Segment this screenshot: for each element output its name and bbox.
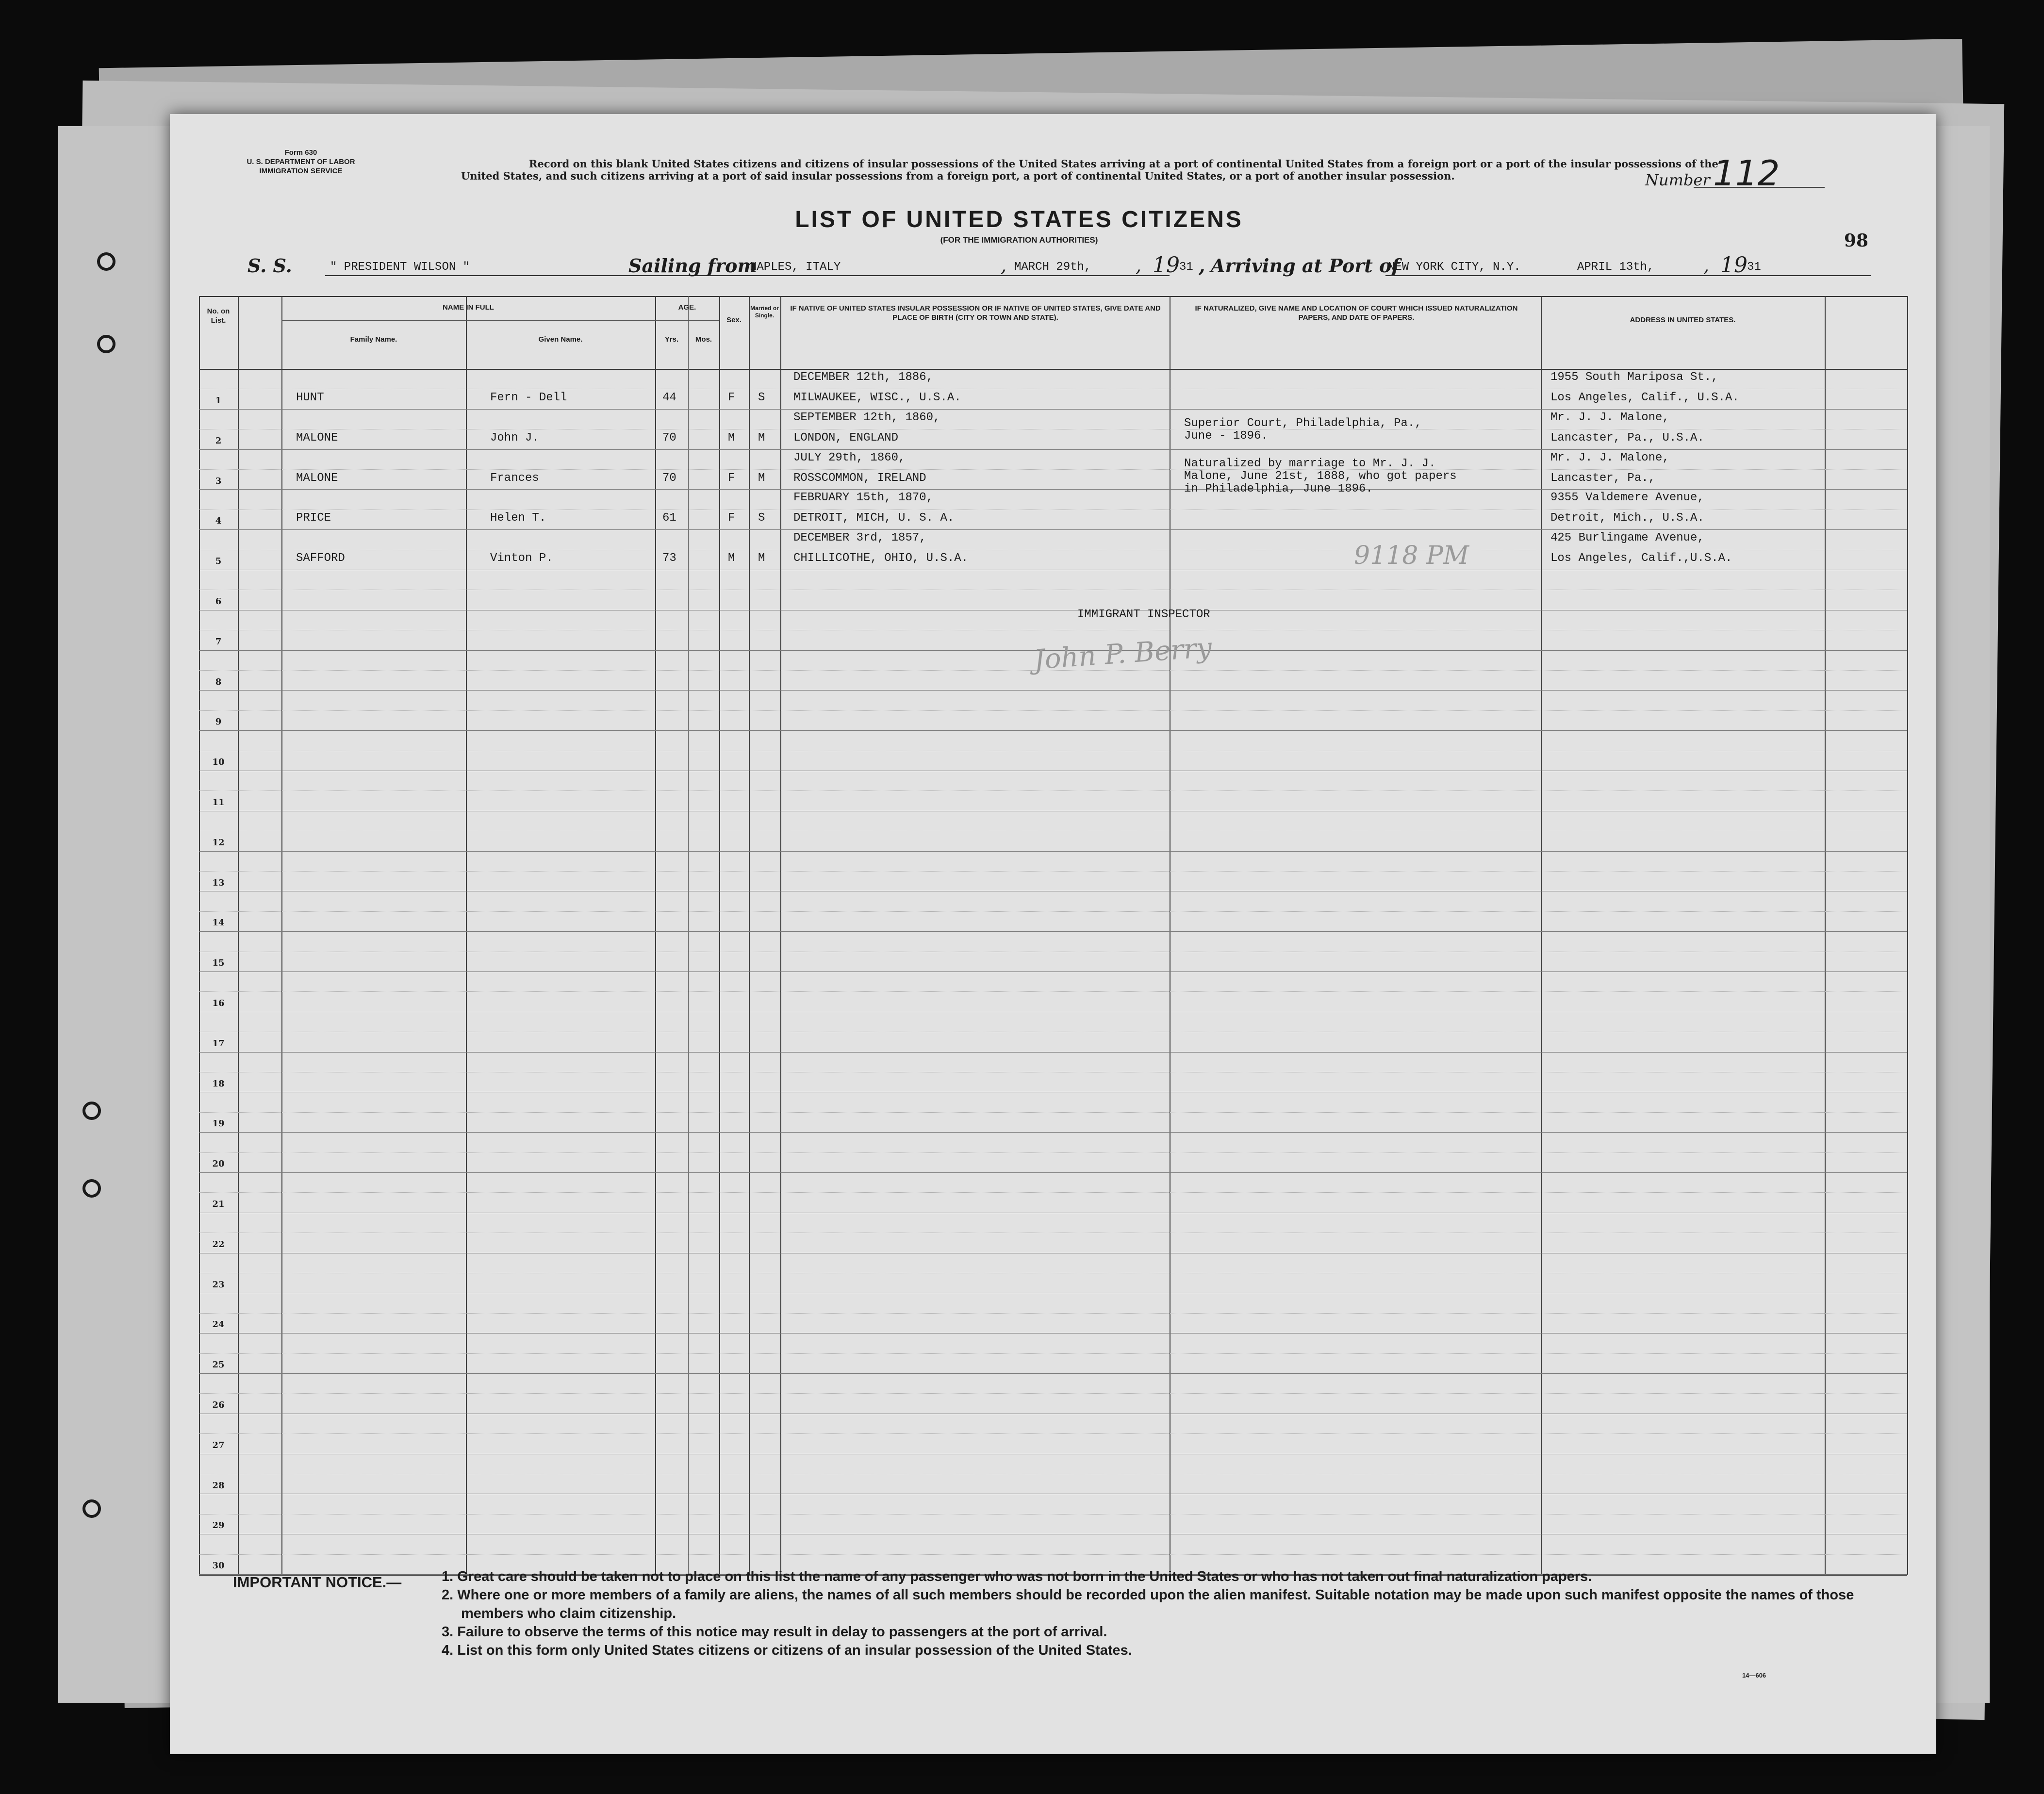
address-line-1: 1955 South Mariposa St., [1550,371,1718,384]
row-number: 14 [212,918,225,928]
birth-place-cell: MILWAUKEE, WISC., U.S.A. [793,391,961,404]
naturalization-line-1: Superior Court, Philadelphia, Pa., [1184,416,1422,430]
row-subrule [199,1152,1907,1153]
arrival-year: 31 [1747,261,1761,274]
address-line-2: Los Angeles, Calif.,U.S.A. [1550,552,1732,565]
arriving-label: Arriving at Port of [1211,255,1400,277]
birth-place-cell: DETROIT, MICH, U. S. A. [793,511,955,525]
row-number: 7 [215,636,222,647]
address-line-2: Lancaster, Pa., [1550,471,1656,485]
column-naturalization: IF NATURALIZED, GIVE NAME AND LOCATION OF COURT WHICH ISSUED NATURALIZATION PAPERS, AND DATE OF PAPERS. [1195,304,1518,322]
sex-cell: F [728,471,735,485]
row-number: 2 [215,435,222,446]
row-number: 27 [212,1440,225,1450]
birth-date-cell: DECEMBER 3rd, 1857, [793,531,926,545]
row-rule [199,1052,1907,1053]
arrival-port: NEW YORK CITY, N.Y. [1388,261,1521,274]
age-years-cell: 44 [662,391,676,404]
birth-place-cell: ROSSCOMMON, IRELAND [793,471,926,485]
row-number: 9 [215,717,222,727]
row-subrule [199,1554,1907,1555]
binder-hole [82,1179,101,1198]
sheet-number: 98 [1844,230,1869,251]
marital-status-cell: M [758,471,765,485]
form-identification [218,148,383,176]
row-rule [199,730,1907,731]
naturalization-line-2: Malone, June 21st, 1888, who got papers [1184,469,1457,483]
column-no-on-list: No. on List. [207,307,230,325]
binder-hole [97,335,115,353]
row-subrule [199,469,1907,470]
row-subrule [199,1192,1907,1193]
address-line-1: Mr. J. J. Malone, [1550,411,1669,424]
birth-date-cell: DECEMBER 12th, 1886, [793,371,934,384]
binder-hole [82,1102,101,1120]
sailing-date: MARCH 29th, [1014,261,1091,274]
ss-label: S. S. [247,255,292,277]
birth-date-cell: FEBRUARY 15th, 1870, [793,491,934,505]
notice-title: IMPORTANT NOTICE.— [233,1574,402,1591]
row-subrule [199,1313,1907,1314]
column-age-years: Yrs. [664,335,679,344]
sex-cell: F [728,391,735,404]
given-name-cell: Fern - Dell [490,391,567,404]
row-rule [199,529,1907,530]
ship-name: " PRESIDENT WILSON " [330,261,470,274]
service-name: IMMIGRATION SERVICE [259,167,343,175]
notice-item: 3. Failure to observe the terms of this notice may result in delay to passengers at the port of arrival. [442,1624,1107,1640]
binder-hole [97,252,115,271]
row-number: 5 [215,556,222,567]
arrival-year-prefix: 19 [1720,253,1747,278]
address-line-2: Detroit, Mich., U.S.A. [1550,511,1704,525]
row-number: 16 [212,998,225,1008]
birth-place-cell: CHILLICOTHE, OHIO, U.S.A. [793,552,969,565]
notice-list [442,1567,1883,1660]
marital-status-cell: M [758,552,765,565]
row-subrule [199,1112,1907,1113]
row-number: 1 [215,395,222,406]
row-subrule [199,1433,1907,1434]
row-rule [199,971,1907,972]
marital-status-cell: S [758,511,765,525]
page-title: LIST OF UNITED STATES CITIZENS [795,207,1243,232]
row-number: 11 [212,797,225,807]
sailing-port-line [745,275,1170,276]
row-number: 6 [215,596,222,607]
row-subrule [199,1393,1907,1394]
marital-status-cell: M [758,431,765,444]
family-name-cell: PRICE [296,511,331,525]
given-name-cell: Helen T. [490,511,546,525]
sailing-port: NAPLES, ITALY [750,261,841,274]
column-family-name: Family Name. [350,335,397,344]
address-line-1: 425 Burlingame Avenue, [1550,531,1704,545]
row-number: 28 [212,1480,225,1491]
row-rule [199,1132,1907,1133]
naturalization-line-2: June - 1896. [1184,429,1268,443]
given-name-cell: Frances [490,471,539,485]
column-birth: IF NATIVE OF UNITED STATES INSULAR POSSESSION OR IF NATIVE OF UNITED STATES, GIVE DATE AND PLACE OF BIRTH (CITY OR TOWN AND STATE). [790,304,1161,322]
row-number: 13 [212,877,225,888]
age-years-cell: 73 [662,552,676,565]
department-name: U. S. DEPARTMENT OF LABOR [247,158,355,166]
inspector-initials: 9118 PM [1354,541,1469,570]
row-subrule [199,991,1907,992]
manifest-sheet: Form 630 U. S. DEPARTMENT OF LABOR IMMIGRATION SERVICE Record on this blank United States citizens and citizens of insular possessions of the United States arriving at a port of continental United States from a foreign port or a port of the insular possessions of the United States, and such citizens arriving at a port of said insular possessions from a foreign port, a port of continental United States, or a port of another insular possession. Number 112 LIST OF UNITED STATES CITIZENS (FOR THE IMMIGRATION AUTHORITIES) 98 S. S. " PRESIDENT WILSON " Sailing from NAPLES, ITALY , MARCH 29th, , 19 31 , Arriving at Port of NEW YORK CITY, N.Y. APRIL 13th, , 19 31 No. on List. NAME IN FULL Family Name. Given Name. AGE. Yrs. Mos. Sex. Married or Single. IF NATIVE OF UNITED STATES INSULAR POSSESSION OR IF NATIVE OF UNITED STATES, GIVE DATE AND PLACE OF BIRTH (CITY OR TOWN AND STATE). IF NATURALIZED, GIVE NAME AND LOCATION OF COURT WHICH ISSUED NATURALIZATION PAPERS, AND DATE OF PAPERS. ADDRESS IN UNITED STATES. 1 2 3 4 5 6 7 8 9 10 11 12 13 14 15 16 17 18 19 20 21 22 23 24 25 26 27 28 29 30 HUNT Fern - Dell 44 F S DECEMBER 12th, 1886, MILWAUKEE, WISC., U.S.A. 1955 South Mariposa St., Los Angeles, Calif., U.S.A. MALONE John J. 70 M M SEPTEMBER 12th, 1860, LONDON, ENGLAND Superior Court, Philadelphia, Pa., June - 1896. Mr. J. J. Malone, Lancaster, Pa., U.S.A. MALONE Frances 70 F M JULY 29th, 1860, ROSSCOMMON, IRELAND Naturalized by marriage to Mr. J. J. Malone, June 21st, 1888, who got papers in Philadelphia, June 1896. Mr. J. J. Malone, Lancaster, Pa., PRICE Helen T. 61 F S FEBRUARY 15th, 1870, DETROIT, MICH, U. S. A. 9355 Valdemere Avenue, Detroit, Mich., U.S.A. SAFFORD Vinton P. 73 M M DECEMBER 3rd, 1857, CHILLICOTHE, OHIO, U.S.A. 425 Burlingame Avenue, Los Angeles, Calif.,U.S.A. John P. Berry IMMIGRANT INSPECTOR 9118 PM IMPORTANT NOTICE.— 1. Great care should be taken not to place on this list the name of any passenger who was not born in the United States or who has not taken out final naturalization papers. 2. Where one or more members of a family are aliens, the names of all such members should be recorded upon the alien manifest. Suitable notation may be made upon such manifest opposite the names of those members who claim citizenship. 3. Failure to observe the terms of this notice may result in delay to passengers at the port of arrival. 4. List on this form only United States citizens or citizens of an insular possession of the United States. 14—606 [170,114,1936,1754]
address-line-2: Los Angeles, Calif., U.S.A. [1550,391,1739,404]
family-name-cell: HUNT [296,391,324,404]
row-number: 25 [212,1360,225,1370]
row-number: 4 [215,516,222,527]
naturalization-line-1: Naturalized by marriage to Mr. J. J. [1184,457,1436,470]
family-name-cell: MALONE [296,431,338,444]
column-age-months: Mos. [695,335,712,344]
number-underline [1694,187,1825,188]
sex-cell: M [728,431,735,444]
row-number: 3 [215,476,222,486]
column-age: AGE. [678,303,696,312]
notice-item: 2. Where one or more members of a family are aliens, the names of all such members should be recorded upon the alien manifest. Suitable notation may be made upon such manifest opposite the names of those members who claim citizenship. [442,1587,1854,1621]
family-name-cell: MALONE [296,471,338,485]
sex-cell: F [728,511,735,525]
column-name-in-full: NAME IN FULL [443,303,494,312]
inspector-signature: John P. Berry [1033,632,1213,676]
family-name-cell: SAFFORD [296,552,345,565]
birth-date-cell: SEPTEMBER 12th, 1860, [793,411,940,424]
row-rule [199,851,1907,852]
address-line-1: Mr. J. J. Malone, [1550,451,1669,464]
row-rule [199,489,1907,490]
row-subrule [199,790,1907,791]
birth-date-cell: JULY 29th, 1860, [793,451,906,464]
page-subtitle: (FOR THE IMMIGRATION AUTHORITIES) [940,235,1098,245]
sailing-year-prefix: 19 [1153,253,1180,278]
row-number: 23 [212,1279,225,1290]
row-number: 21 [212,1199,225,1209]
row-number: 15 [212,958,225,969]
column-given-name: Given Name. [538,335,583,344]
arrival-date: APRIL 13th, [1577,261,1654,274]
row-number: 24 [212,1319,225,1330]
row-rule [199,690,1907,691]
row-number: 10 [212,757,225,768]
row-rule [199,931,1907,932]
age-years-cell: 61 [662,511,676,525]
row-rule [199,1172,1907,1173]
row-number: 22 [212,1239,225,1250]
given-name-cell: John J. [490,431,539,444]
column-address: ADDRESS IN UNITED STATES. [1630,316,1736,324]
naturalization-line-3: in Philadelphia, June 1896. [1184,482,1373,495]
age-years-cell: 70 [662,471,676,485]
age-years-cell: 70 [662,431,676,444]
manifest-table [199,296,1907,1575]
row-rule [199,1373,1907,1374]
row-number: 18 [212,1078,225,1089]
row-subrule [199,911,1907,912]
birth-place-cell: LONDON, ENGLAND [793,431,899,444]
row-number: 30 [212,1561,225,1571]
row-number: 20 [212,1159,225,1169]
row-number: 8 [215,676,222,687]
binder-hole [82,1499,101,1518]
form-number: Form 630 [284,148,317,157]
sailing-year: 31 [1179,261,1193,274]
row-rule [199,409,1907,410]
address-line-2: Lancaster, Pa., U.S.A. [1550,431,1704,444]
list-number: 112 [1713,153,1780,194]
column-sex: Sex. [726,316,742,324]
row-number: 29 [212,1520,225,1531]
arrival-field-line [1385,275,1871,276]
marital-status-cell: S [758,391,765,404]
row-number: 17 [212,1038,225,1049]
notice-item: 1. Great care should be taken not to place on this list the name of any passenger who was not born in the United States or who has not taken out final naturalization papers. [442,1569,1592,1584]
form-code: 14—606 [1742,1672,1766,1679]
sex-cell: M [728,552,735,565]
row-subrule [199,710,1907,711]
row-subrule [199,871,1907,872]
row-subrule [199,1353,1907,1354]
notice-item: 4. List on this form only United States citizens or citizens of an insular possession of the United States. [442,1643,1132,1658]
given-name-cell: Vinton P. [490,552,553,565]
sailing-label: Sailing from [628,255,757,277]
address-line-1: 9355 Valdemere Avenue, [1550,491,1704,505]
row-rule [199,449,1907,450]
column-married-single: Married or Single. [750,305,779,319]
inspector-title: IMMIGRANT INSPECTOR [1077,608,1210,621]
instructions-text: Record on this blank United States citizens and citizens of insular possessions of the United States arriving at a port of continental United States from a foreign port or a port of the insular possessions of the United States, and such citizens arriving at a port of said insular possessions from a foreign port, a port of continental United States, or a port of another insular possession. [461,158,1718,182]
row-number: 19 [212,1119,225,1129]
row-number: 12 [212,837,225,848]
row-number: 26 [212,1400,225,1410]
number-label: Number [1645,171,1710,189]
